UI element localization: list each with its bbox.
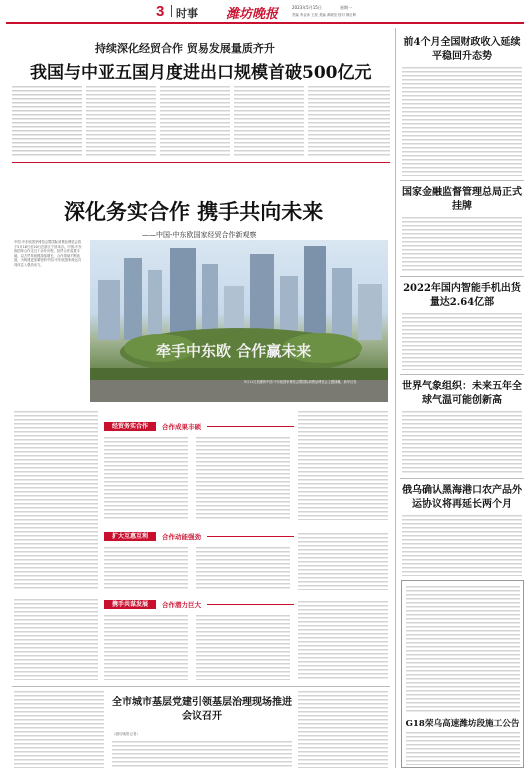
right-divider-4 bbox=[400, 478, 524, 479]
lead-kicker: 持续深化经贸合作 贸易发展量质齐升 bbox=[95, 42, 275, 55]
section-name: 时事 bbox=[176, 7, 198, 20]
feature-body-col-3 bbox=[196, 436, 290, 520]
right-story-5-body bbox=[402, 514, 522, 576]
section-line-2 bbox=[207, 536, 294, 537]
feature-top-rule bbox=[12, 162, 390, 163]
masthead-editors: 责编 李金沐 王波 美编 黄晓莹 校对 颜红晖 bbox=[292, 13, 357, 17]
right-story-1-body bbox=[402, 66, 522, 176]
lead-body-col-1 bbox=[12, 85, 82, 158]
masthead-date: 2023年5月15日 bbox=[292, 5, 322, 10]
right-story-2-headline: 国家金融监督管理总局正式挂牌 bbox=[402, 187, 522, 212]
masthead-rule bbox=[6, 22, 524, 24]
right-divider-3 bbox=[400, 374, 524, 375]
bottom-body-left bbox=[14, 690, 104, 768]
feature-body-col-5 bbox=[104, 546, 188, 590]
feature-section-band-2 bbox=[104, 532, 294, 541]
feature-photo-sign: 牵手中东欧 合作赢未来 bbox=[156, 342, 312, 360]
notice-headline: G18荣乌高速潍坊段施工公告 bbox=[405, 719, 520, 729]
feature-photo-caption: 5月11日拍摄的中国-中东欧国家博览会暨国际消费品博览会主题绿雕。新华社发 bbox=[244, 380, 357, 384]
feature-section-band-3 bbox=[104, 600, 294, 609]
bottom-headline: 全市城市基层党建引领基层治理现场推进会议召开 bbox=[112, 697, 292, 722]
feature-body-col-10 bbox=[196, 614, 290, 680]
feature-body-col-2 bbox=[104, 436, 188, 520]
masthead-weekday: 星期一 bbox=[340, 5, 352, 10]
right-story-3-headline: 2022年国内智能手机出货量达2.64亿部 bbox=[403, 283, 521, 308]
feature-headline: 深化务实合作 携手共向未来 bbox=[64, 199, 324, 224]
feature-body-col-11 bbox=[298, 600, 388, 680]
lead-body-col-5 bbox=[308, 85, 390, 158]
feature-intro-text: 中国-中东欧国家博览会暨国际消费品博览会将于5月16日至20日在浙江宁波举办。中国-中东欧国家合作走过十余年历程，经贸合作成果丰硕，双方贸易规模持续增长，合作领域不断拓展，为构建更加紧密的中国-中东欧国家命运共同体注入强劲动力。 bbox=[14, 240, 82, 267]
page-number: 3 bbox=[156, 3, 165, 20]
right-story-4-headline: 世界气象组织：未来五年全球气温可能创新高 bbox=[402, 381, 522, 406]
notice-body-bottom bbox=[406, 731, 520, 765]
feature-body-col-8 bbox=[14, 598, 98, 680]
right-story-2-body bbox=[402, 216, 522, 272]
feature-body-col-6 bbox=[196, 546, 290, 590]
masthead-divider bbox=[171, 5, 172, 17]
masthead bbox=[0, 0, 530, 22]
section-label-3: 合作潜力巨大 bbox=[162, 601, 202, 609]
section-line-3 bbox=[207, 604, 294, 605]
lead-body-col-4 bbox=[234, 85, 304, 158]
feature-photo bbox=[90, 240, 388, 402]
feature-body-col-4 bbox=[298, 410, 388, 520]
right-story-3-body bbox=[402, 312, 522, 370]
right-story-5-headline: 俄乌确认黑海港口农产品外运协议将再延长两个月 bbox=[402, 485, 522, 510]
section-line-1 bbox=[207, 426, 294, 427]
bottom-body-right bbox=[298, 690, 388, 768]
feature-section-band-1 bbox=[104, 422, 294, 431]
column-divider bbox=[395, 28, 396, 768]
right-story-4-body bbox=[402, 410, 522, 474]
section-label-1: 合作成果丰硕 bbox=[162, 423, 202, 431]
notice-box bbox=[401, 580, 524, 768]
bottom-story-rule bbox=[12, 686, 390, 687]
feature-body-col-7 bbox=[298, 532, 388, 590]
lead-headline: 我国与中亚五国月度进出口规模首破500亿元 bbox=[30, 63, 372, 83]
section-tag-2: 扩大互惠互利 bbox=[104, 532, 156, 541]
bottom-body-mid bbox=[112, 740, 292, 768]
lead-body-text bbox=[12, 85, 82, 158]
lead-body-col-2 bbox=[86, 85, 156, 158]
section-label-2: 合作动能强劲 bbox=[162, 533, 202, 541]
notice-body-top bbox=[406, 585, 520, 713]
paper-logo: 潍坊晚报 bbox=[226, 7, 279, 22]
feature-intro-box bbox=[14, 240, 84, 330]
bottom-byline: （潍坊晚报记者） bbox=[112, 732, 140, 736]
right-story-1-headline: 前4个月全国财政收入延续平稳回升态势 bbox=[403, 37, 521, 62]
feature-photo-scene bbox=[90, 240, 388, 402]
right-divider-2 bbox=[400, 276, 524, 277]
right-divider-1 bbox=[400, 180, 524, 181]
feature-body-col-1 bbox=[14, 410, 98, 590]
feature-subhead: ——中国-中东欧国家经贸合作新观察 bbox=[142, 231, 257, 239]
lead-body-col-3 bbox=[160, 85, 230, 158]
feature-body-col-9 bbox=[104, 614, 188, 680]
section-tag-3: 携手共谋发展 bbox=[104, 600, 156, 609]
section-tag-1: 经贸务实合作 bbox=[104, 422, 156, 431]
